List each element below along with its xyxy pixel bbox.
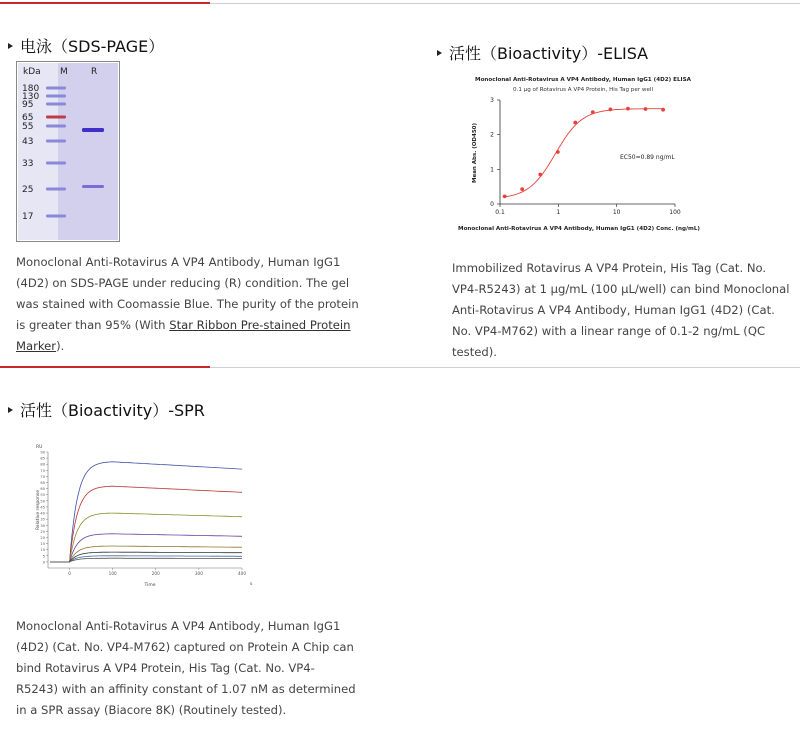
elisa-data-point — [608, 107, 612, 111]
gel-marker-label: 65 — [22, 113, 34, 123]
spr-sensorgram-curve — [50, 556, 242, 562]
elisa-chart-subtitle: 0.1 μg of Rotavirus A VP4 Protein, His Tag per well — [512, 87, 654, 93]
elisa-y-tick-label: 0 — [490, 201, 494, 208]
spr-y-tick-label: 30 — [40, 523, 45, 528]
elisa-y-tick-label: 2 — [490, 131, 494, 139]
gel-marker-band — [46, 215, 66, 218]
spr-y-tick-label: 45 — [40, 505, 45, 510]
elisa-data-point — [661, 108, 665, 112]
spr-y-tick-label: 60 — [40, 487, 45, 492]
elisa-x-tick-label: 100 — [669, 209, 681, 216]
spr-y-tick-label: 0 — [42, 560, 45, 565]
spr-y-tick-label: 80 — [40, 462, 45, 467]
gel-marker-band — [46, 103, 66, 106]
gel-lane-r-label: R — [91, 67, 98, 77]
spr-y-tick-label: 40 — [40, 511, 45, 516]
spr-y-tick-label: 55 — [40, 493, 45, 498]
spr-x-tick-label: 0 — [68, 571, 71, 576]
gel-marker-label: 25 — [22, 185, 34, 195]
gel-marker-band — [46, 95, 66, 98]
middle-accent-bar — [0, 366, 210, 368]
spr-y-tick-label: 65 — [40, 481, 45, 486]
sds-page-description: Monoclonal Anti-Rotavirus A VP4 Antibody, Human IgG1 (4D2) on SDS-PAGE under reducing (R) condition. The gel was stained with Coomassie Blue. The purity of the protein is greater than 95% (With Star Ribbon Pre-stained Protein Marker). — [16, 255, 359, 353]
elisa-x-tick-label: 1 — [556, 209, 561, 216]
bullet-icon — [437, 50, 442, 56]
elisa-y-tick-label: 3 — [490, 97, 494, 104]
spr-y-tick-label: 75 — [40, 468, 45, 473]
sds-page-gel-image — [16, 61, 120, 242]
elisa-data-point — [556, 150, 560, 154]
spr-sensorgram-chart — [30, 440, 260, 588]
elisa-x-axis-label: Monoclonal Anti-Rotavirus A VP4 Antibody, Human IgG1 (4D2) Conc. (ng/mL) — [458, 226, 700, 232]
gel-marker-label: 17 — [22, 212, 34, 222]
gel-marker-label: 130 — [22, 92, 40, 102]
elisa-data-point — [591, 110, 595, 114]
gel-marker-band — [46, 140, 66, 143]
elisa-chart — [455, 72, 710, 237]
spr-y-tick-label: 5 — [42, 554, 45, 559]
elisa-data-point — [573, 121, 577, 125]
spr-y-tick-label: 90 — [40, 450, 45, 455]
spr-x-tick-label: 100 — [108, 571, 117, 576]
gel-marker-label: 55 — [22, 122, 34, 132]
gel-marker-label: 95 — [22, 100, 34, 110]
spr-x-axis-label: Time — [144, 583, 156, 588]
spr-y-axis-label: Relative response — [36, 489, 41, 531]
spr-y-tick-label: 85 — [40, 456, 45, 461]
elisa-data-point — [503, 194, 507, 198]
spr-y-tick-label: 50 — [40, 499, 45, 504]
elisa-fit-curve — [505, 109, 663, 197]
spr-x-tick-label: 400 — [238, 571, 246, 576]
gel-marker-band — [46, 116, 66, 119]
elisa-data-point — [626, 107, 630, 111]
elisa-x-tick-label: 10 — [612, 209, 621, 216]
elisa-ec50-annotation: EC50=0.89 ng/mL — [620, 154, 675, 161]
spr-y-tick-label: 15 — [40, 542, 45, 547]
spr-x-tick-label: 300 — [194, 571, 203, 576]
elisa-description: Immobilized Rotavirus A VP4 Protein, His Tag (Cat. No. VP4-R5243) at 1 μg/mL (100 μL/well) can bind Monoclonal Anti-Rotavirus A VP4 Antibody, Human IgG1 (4D2) (Cat. No. VP4-M762) with a linear range of 0.1-2 ng/mL (QC tested). — [452, 261, 790, 359]
star-ribbon-marker-link[interactable]: Star Ribbon Pre-stained Protein Marker — [16, 318, 351, 353]
gel-marker-band — [46, 188, 66, 191]
elisa-title: 活性（Bioactivity）-ELISA — [437, 41, 648, 64]
elisa-y-tick-label: 1 — [490, 166, 494, 174]
spr-y-tick-label: 35 — [40, 517, 45, 522]
gel-marker-label: 43 — [22, 137, 34, 147]
spr-sensorgram-curve — [50, 558, 242, 562]
gel-marker-band — [46, 125, 66, 128]
gel-marker-band — [46, 87, 66, 90]
spr-y-tick-label: 25 — [40, 529, 45, 534]
spr-x-unit-label: s — [250, 582, 253, 587]
elisa-data-point — [520, 187, 524, 191]
elisa-data-point — [644, 107, 648, 111]
spr-x-tick-label: 200 — [151, 571, 160, 576]
spr-y-tick-label: 70 — [40, 474, 45, 479]
spr-description: Monoclonal Anti-Rotavirus A VP4 Antibody, Human IgG1 (4D2) (Cat. No. VP4-M762) captured on Protein A Chip can bind Rotavirus A VP4 Protein, His Tag (Cat. No. VP4-R5243) with an affinity constant of 1.07 nM as determined in a SPR assay (Biacore 8K) (Routinely tested). — [16, 619, 356, 717]
gel-marker-band — [46, 162, 66, 165]
gel-band-heavy-chain — [82, 128, 104, 132]
spr-sensorgram-curve — [50, 552, 242, 562]
spr-y-tick-label: 20 — [40, 535, 45, 540]
gel-lane-m-label: M — [60, 67, 68, 77]
top-accent-bar — [0, 2, 210, 4]
elisa-data-point — [538, 173, 542, 177]
elisa-y-axis-label: Mean Abs. (OD450) — [472, 123, 478, 183]
elisa-chart-title: Monoclonal Anti-Rotavirus A VP4 Antibody, Human IgG1 (4D2) ELISA — [475, 77, 691, 83]
spr-title: 活性（Bioactivity）-SPR — [8, 398, 205, 421]
bullet-icon — [8, 43, 13, 49]
gel-marker-label: 33 — [22, 159, 34, 169]
spr-y-tick-label: 10 — [40, 548, 45, 553]
elisa-x-tick-label: 0.1 — [495, 209, 505, 216]
gel-marker-label: 180 — [22, 84, 40, 94]
spr-sensorgram-curve — [50, 513, 242, 562]
bullet-icon — [8, 407, 13, 413]
spr-y-unit-label: RU — [36, 445, 43, 450]
gel-kda-label: kDa — [23, 67, 41, 77]
gel-band-light-chain — [82, 185, 104, 188]
sds-page-title: 电泳（SDS-PAGE） — [8, 34, 164, 57]
